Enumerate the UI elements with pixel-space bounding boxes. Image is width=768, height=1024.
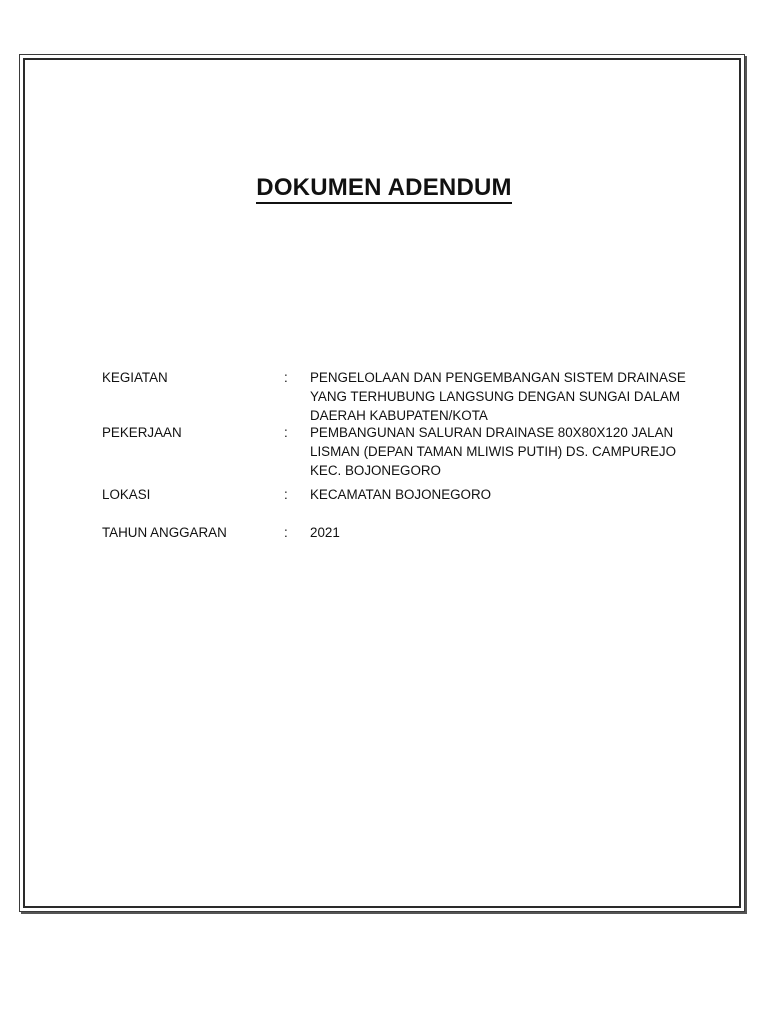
info-value-line: KECAMATAN BOJONEGORO xyxy=(310,487,492,502)
info-value-line: LISMAN (DEPAN TAMAN MLIWIS PUTIH) DS. CAMPUREJO xyxy=(310,444,677,459)
info-value-line: YANG TERHUBUNG LANGSUNG DENGAN SUNGAI DALAM xyxy=(310,389,681,404)
info-label: KEGIATAN xyxy=(102,370,168,385)
info-label: LOKASI xyxy=(102,487,151,502)
info-separator: : xyxy=(284,370,288,385)
info-label: TAHUN ANGGARAN xyxy=(102,525,227,540)
info-label: PEKERJAAN xyxy=(102,425,182,440)
info-value xyxy=(310,485,722,504)
page-border-shadow-bottom xyxy=(21,912,747,914)
document-title-text: DOKUMEN ADENDUM xyxy=(256,174,511,204)
info-value-line: DAERAH KABUPATEN/KOTA xyxy=(310,408,488,423)
info-value-line: PEMBANGUNAN SALURAN DRAINASE 80X80X120 JALAN xyxy=(310,425,674,440)
info-separator: : xyxy=(284,525,288,540)
document-title xyxy=(0,174,768,202)
info-separator: : xyxy=(284,425,288,440)
info-value-line: 2021 xyxy=(310,525,340,540)
info-value xyxy=(310,368,722,425)
info-value xyxy=(310,523,722,542)
info-value-line: PENGELOLAAN DAN PENGEMBANGAN SISTEM DRAINASE xyxy=(310,370,686,385)
info-value xyxy=(310,423,722,480)
info-separator: : xyxy=(284,487,288,502)
info-value-line: KEC. BOJONEGORO xyxy=(310,463,441,478)
